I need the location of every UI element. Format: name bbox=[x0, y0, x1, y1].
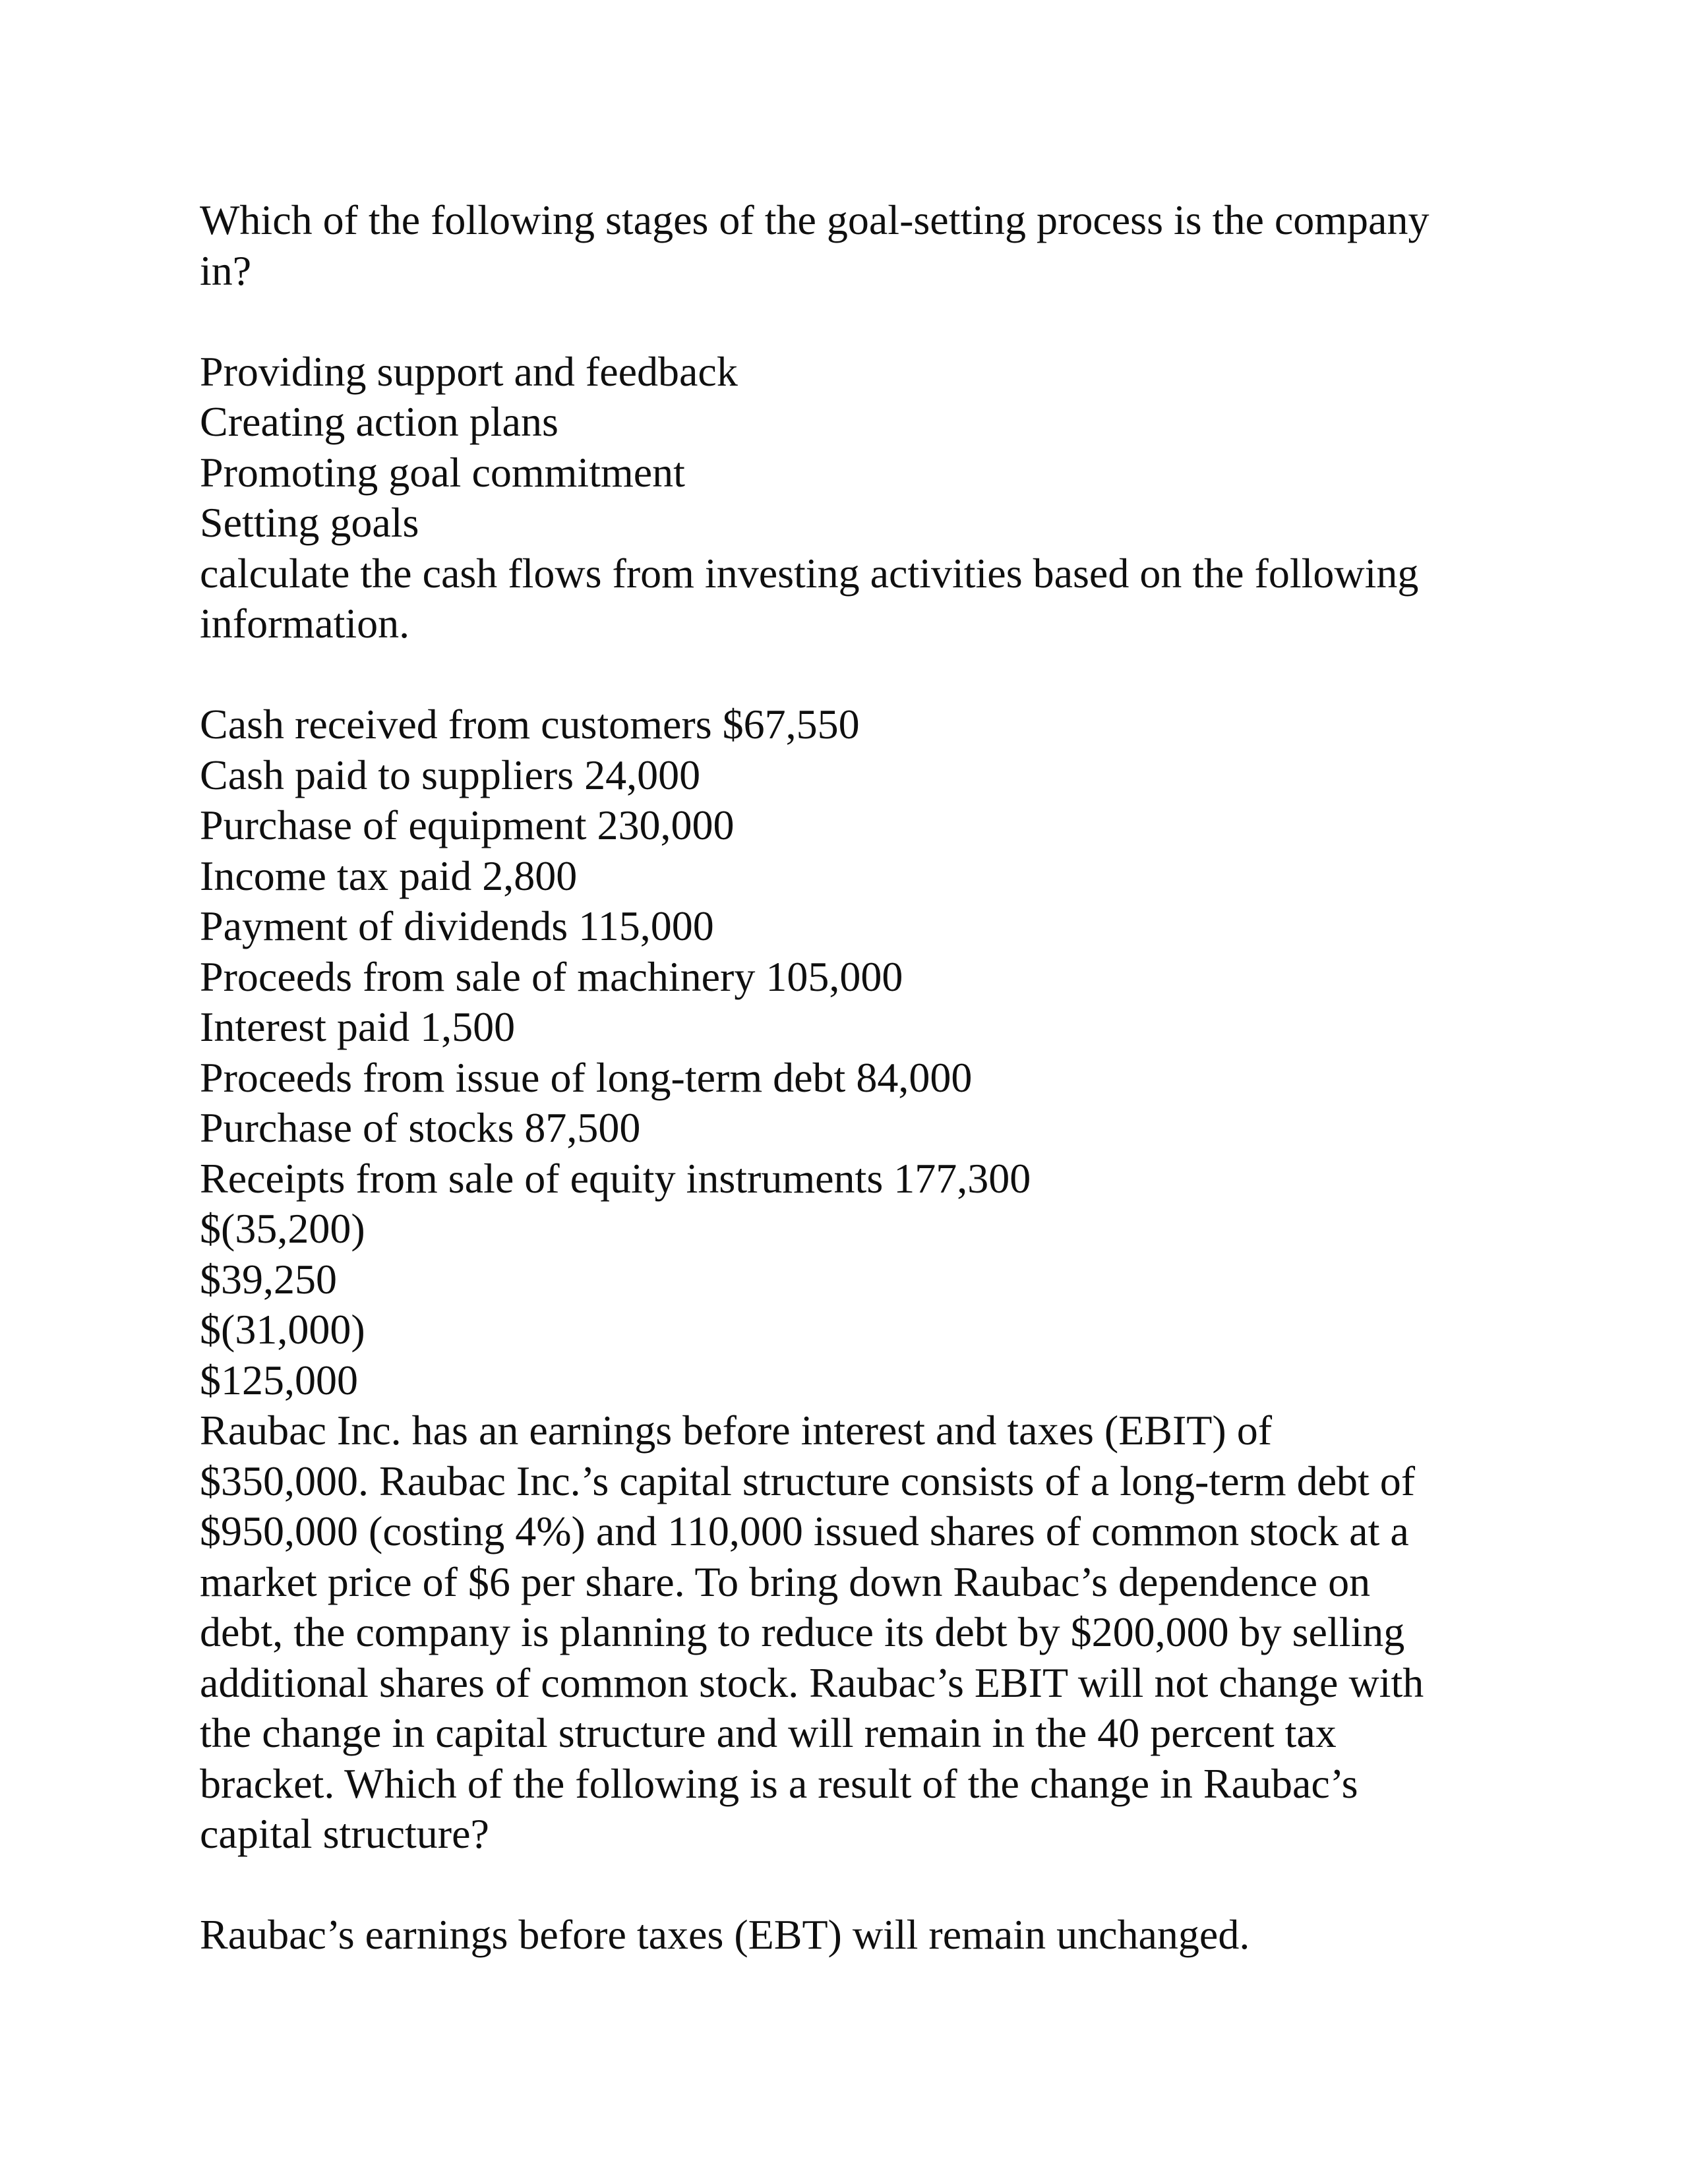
q3-prompt-line: additional shares of common stock. Raubac’s EBIT will not change with bbox=[200, 1659, 1424, 1706]
q3-prompt-line: market price of $6 per share. To bring down Raubac’s dependence on bbox=[200, 1558, 1371, 1605]
q2-option: $(31,000) bbox=[200, 1306, 365, 1353]
paragraph-gap bbox=[200, 649, 1512, 700]
q2-item: Purchase of equipment 230,000 bbox=[200, 802, 735, 848]
q1-option: Providing support and feedback bbox=[200, 347, 738, 395]
q2-item: Proceeds from sale of machinery 105,000 bbox=[200, 953, 903, 1000]
q3-prompt-line: $950,000 (costing 4%) and 110,000 issued shares of common stock at a bbox=[200, 1508, 1409, 1554]
q2-item: Payment of dividends 115,000 bbox=[200, 902, 714, 949]
q1-prompt-line-1: Which of the following stages of the goal-setting process is the company bbox=[200, 196, 1430, 243]
q3-prompt-line: the change in capital structure and will remain in the 40 percent tax bbox=[200, 1709, 1337, 1756]
q2-item: Income tax paid 2,800 bbox=[200, 852, 578, 899]
paragraph-gap bbox=[200, 296, 1512, 347]
q3-prompt-line: $350,000. Raubac Inc.’s capital structure consists of a long-term debt of bbox=[200, 1457, 1416, 1504]
q1-option: Promoting goal commitment bbox=[200, 448, 685, 496]
q1-option: Creating action plans bbox=[200, 398, 558, 445]
q2-item: Cash paid to suppliers 24,000 bbox=[200, 751, 701, 798]
q2-option: $(35,200) bbox=[200, 1205, 365, 1252]
q3-prompt-line: capital structure? bbox=[200, 1810, 489, 1857]
q3-prompt-line: bracket. Which of the following is a result of the change in Raubac’s bbox=[200, 1759, 1358, 1807]
q2-item: Purchase of stocks 87,500 bbox=[200, 1104, 641, 1151]
q3-prompt-line: debt, the company is planning to reduce its debt by $200,000 by selling bbox=[200, 1608, 1405, 1655]
q2-item: Proceeds from issue of long-term debt 84,000 bbox=[200, 1053, 973, 1101]
q2-item: Cash received from customers $67,550 bbox=[200, 701, 860, 748]
q1-prompt-line-2: in? bbox=[200, 247, 252, 294]
q2-option: $125,000 bbox=[200, 1356, 358, 1403]
document-text bbox=[200, 195, 1512, 1961]
q2-prompt-line-1: calculate the cash flows from investing activities based on the following bbox=[200, 549, 1419, 597]
q2-item: Receipts from sale of equity instruments 177,300 bbox=[200, 1154, 1031, 1202]
q3-prompt-line: Raubac Inc. has an earnings before interest and taxes (EBIT) of bbox=[200, 1407, 1272, 1454]
q2-prompt-line-2: information. bbox=[200, 600, 410, 647]
q2-item: Interest paid 1,500 bbox=[200, 1003, 516, 1050]
paragraph-gap bbox=[200, 1860, 1512, 1910]
q2-option: $39,250 bbox=[200, 1255, 337, 1303]
q3-answer: Raubac’s earnings before taxes (EBT) will remain unchanged. bbox=[200, 1911, 1250, 1958]
q1-option: Setting goals bbox=[200, 499, 419, 546]
